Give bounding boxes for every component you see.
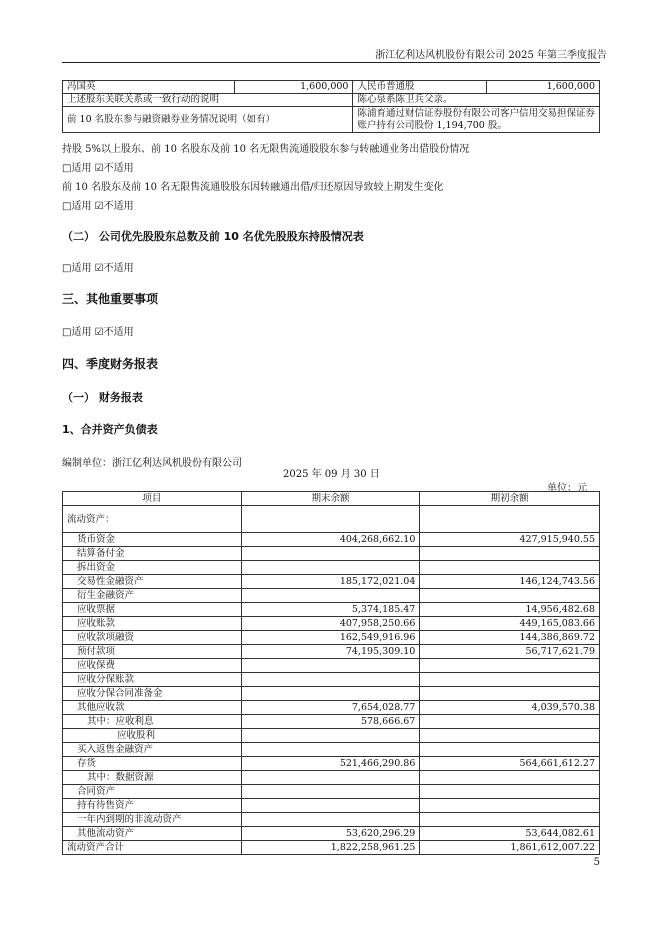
not-applicable-option: ☑不适用: [94, 163, 134, 174]
table-row: [63, 687, 600, 701]
row-end-balance: [241, 589, 420, 603]
row-item: 应收保费: [63, 659, 242, 673]
section-financial-heading: 四、季度财务报表: [62, 357, 159, 371]
section-other-heading: 三、其他重要事项: [62, 292, 159, 306]
table-row: [63, 107, 600, 133]
table-row: [63, 645, 600, 659]
row-item: 应收款项融资: [63, 631, 242, 645]
report-header: 浙江亿利达风机股份有限公司 2025 年第三季度报告: [375, 50, 607, 61]
row-end-balance: 521,466,290.86: [241, 757, 420, 771]
row-end-balance: 74,195,309.10: [241, 645, 420, 659]
row-end-balance: [241, 743, 420, 757]
table-row: [63, 589, 600, 603]
header-divider: [62, 62, 600, 63]
row-item: 结算备付金: [63, 547, 242, 561]
table-row: [63, 631, 600, 645]
row-item: 流动资产合计: [63, 841, 242, 855]
row-begin-balance: 564,661,612.27: [420, 757, 600, 771]
table-row: [63, 617, 600, 631]
share-type: 人民币普通股: [353, 81, 487, 94]
row-begin-balance: 146,124,743.56: [420, 575, 600, 589]
row-end-balance: [241, 687, 420, 701]
table-row: [63, 659, 600, 673]
relation-label: 上述股东关联关系或一致行动的说明: [63, 94, 353, 107]
row-item: 持有待售资产: [63, 799, 242, 813]
row-item: 其他流动资产: [63, 827, 242, 841]
table-row: [63, 533, 600, 547]
row-end-balance: [241, 799, 420, 813]
row-end-balance: [241, 659, 420, 673]
row-begin-balance: 144,386,869.72: [420, 631, 600, 645]
table-row: [63, 785, 600, 799]
preparer-line: 编制单位：浙江亿利达风机股份有限公司: [62, 458, 242, 469]
table-row: [63, 715, 600, 729]
table-row: [63, 603, 600, 617]
balance-sheet-rows: [63, 533, 600, 855]
row-item: 其中：数据资源: [63, 771, 242, 785]
table-row: [63, 841, 600, 855]
row-end-balance: [241, 729, 420, 743]
row-begin-balance: [420, 673, 600, 687]
row-end-balance: [241, 785, 420, 799]
row-begin-balance: [420, 687, 600, 701]
margin-value: [353, 107, 600, 133]
statement-date: 2025 年 09 月 30 日: [283, 469, 380, 480]
row-begin-balance: [420, 785, 600, 799]
row-begin-balance: 1,861,612,007.22: [420, 841, 600, 855]
table-row: [63, 799, 600, 813]
margin-value-line1: 陈浦育通过财信证券股份有限公司客户信用交易担保证券: [357, 107, 595, 119]
row-begin-balance: 53,644,082.61: [420, 827, 600, 841]
row-begin-balance: 56,717,621.79: [420, 645, 600, 659]
table-row: [63, 771, 600, 785]
shareholder-name: 冯国英: [63, 81, 235, 94]
row-item: 其他应收款: [63, 701, 242, 715]
margin-label: 前 10 名股东参与融资融券业务情况说明（如有）: [63, 107, 353, 133]
row-end-balance: 578,666.67: [241, 715, 420, 729]
applicable-option: □适用: [62, 327, 92, 338]
relation-value: 陈心泉系陈卫兵父亲。: [353, 94, 600, 107]
table-row: [63, 81, 600, 94]
row-item: 货币资金: [63, 533, 242, 547]
row-begin-balance: [420, 715, 600, 729]
table-row: [63, 561, 600, 575]
row-end-balance: [241, 673, 420, 687]
row-begin-balance: [420, 743, 600, 757]
row-begin-balance: [420, 659, 600, 673]
table-row: [63, 506, 600, 533]
row-item: 存货: [63, 757, 242, 771]
not-applicable-option: ☑不适用: [94, 327, 134, 338]
balance-sheet-heading: 1、合并资产负债表: [62, 423, 158, 436]
applicable-option: □适用: [62, 263, 92, 274]
row-begin-balance: 4,039,570.38: [420, 701, 600, 715]
table-row: [63, 743, 600, 757]
row-end-balance: [241, 561, 420, 575]
row-begin-balance: [420, 561, 600, 575]
balance-sheet-table: [62, 491, 600, 855]
current-assets-label: 流动资产：: [63, 506, 242, 533]
table-row: [63, 813, 600, 827]
table-row: [63, 729, 600, 743]
row-end-balance: 5,374,185.47: [241, 603, 420, 617]
row-item: 应收票据: [63, 603, 242, 617]
row-item: 交易性金融资产: [63, 575, 242, 589]
paragraph-change: 前 10 名股东及前 10 名无限售流通股股东因转融通出借/归还原因导致较上期发生变化: [62, 182, 444, 193]
row-item: 拆出资金: [63, 561, 242, 575]
row-begin-balance: [420, 589, 600, 603]
shareholder-shares: 1,600,000: [235, 81, 353, 94]
column-header-end: 期末余额: [241, 492, 420, 506]
row-item: 预付款项: [63, 645, 242, 659]
subsection-statements-heading: （一） 财务报表: [62, 391, 143, 404]
table-row: [63, 757, 600, 771]
unit-label: 单位：元: [547, 483, 587, 494]
table-row: [63, 701, 600, 715]
table-row: [63, 673, 600, 687]
table-row: [63, 575, 600, 589]
row-end-balance: 7,654,028.77: [241, 701, 420, 715]
row-item: 应收分保合同准备金: [63, 687, 242, 701]
page-number: 5: [593, 857, 600, 868]
row-end-balance: 162,549,916.96: [241, 631, 420, 645]
checkbox-line: [62, 159, 134, 174]
row-end-balance: [241, 813, 420, 827]
row-end-balance: 1,822,258,961.25: [241, 841, 420, 855]
row-item: 应收分保账款: [63, 673, 242, 687]
row-end-balance: 185,172,021.04: [241, 575, 420, 589]
row-item: 买入返售金融资产: [63, 743, 242, 757]
column-header-item: 项目: [63, 492, 242, 506]
table-row: [63, 94, 600, 107]
shareholder-table: [62, 80, 600, 133]
column-header-begin: 期初余额: [420, 492, 600, 506]
margin-value-line2: 账户持有公司股份 1,194,700 股。: [357, 119, 507, 131]
table-row: [63, 547, 600, 561]
row-begin-balance: [420, 729, 600, 743]
share-count: 1,600,000: [487, 81, 600, 94]
row-begin-balance: [420, 547, 600, 561]
table-header-row: [63, 492, 600, 506]
row-item: 合同资产: [63, 785, 242, 799]
section-preferred-heading: （二） 公司优先股股东总数及前 10 名优先股股东持股情况表: [62, 230, 364, 243]
not-applicable-option: ☑不适用: [94, 263, 134, 274]
table-row: [63, 827, 600, 841]
row-item: 其中：应收利息: [63, 715, 242, 729]
row-end-balance: 53,620,296.29: [241, 827, 420, 841]
row-item: 一年内到期的非流动资产: [63, 813, 242, 827]
row-item: 衍生金融资产: [63, 589, 242, 603]
row-item: 应收股利: [63, 729, 242, 743]
row-begin-balance: [420, 799, 600, 813]
checkbox-line: [62, 259, 134, 274]
not-applicable-option: ☑不适用: [94, 201, 134, 212]
row-begin-balance: 449,165,083.66: [420, 617, 600, 631]
row-begin-balance: 427,915,940.55: [420, 533, 600, 547]
row-end-balance: 404,268,662.10: [241, 533, 420, 547]
row-item: 应收账款: [63, 617, 242, 631]
row-begin-balance: 14,956,482.68: [420, 603, 600, 617]
row-end-balance: 407,958,250.66: [241, 617, 420, 631]
row-end-balance: [241, 771, 420, 785]
checkbox-line: [62, 197, 134, 212]
paragraph-lending: 持股 5%以上股东、前 10 名股东及前 10 名无限售流通股股东参与转融通业务出借股份情况: [62, 144, 470, 155]
row-begin-balance: [420, 771, 600, 785]
applicable-option: □适用: [62, 163, 92, 174]
row-end-balance: [241, 547, 420, 561]
checkbox-line: [62, 323, 134, 338]
applicable-option: □适用: [62, 201, 92, 212]
row-begin-balance: [420, 813, 600, 827]
